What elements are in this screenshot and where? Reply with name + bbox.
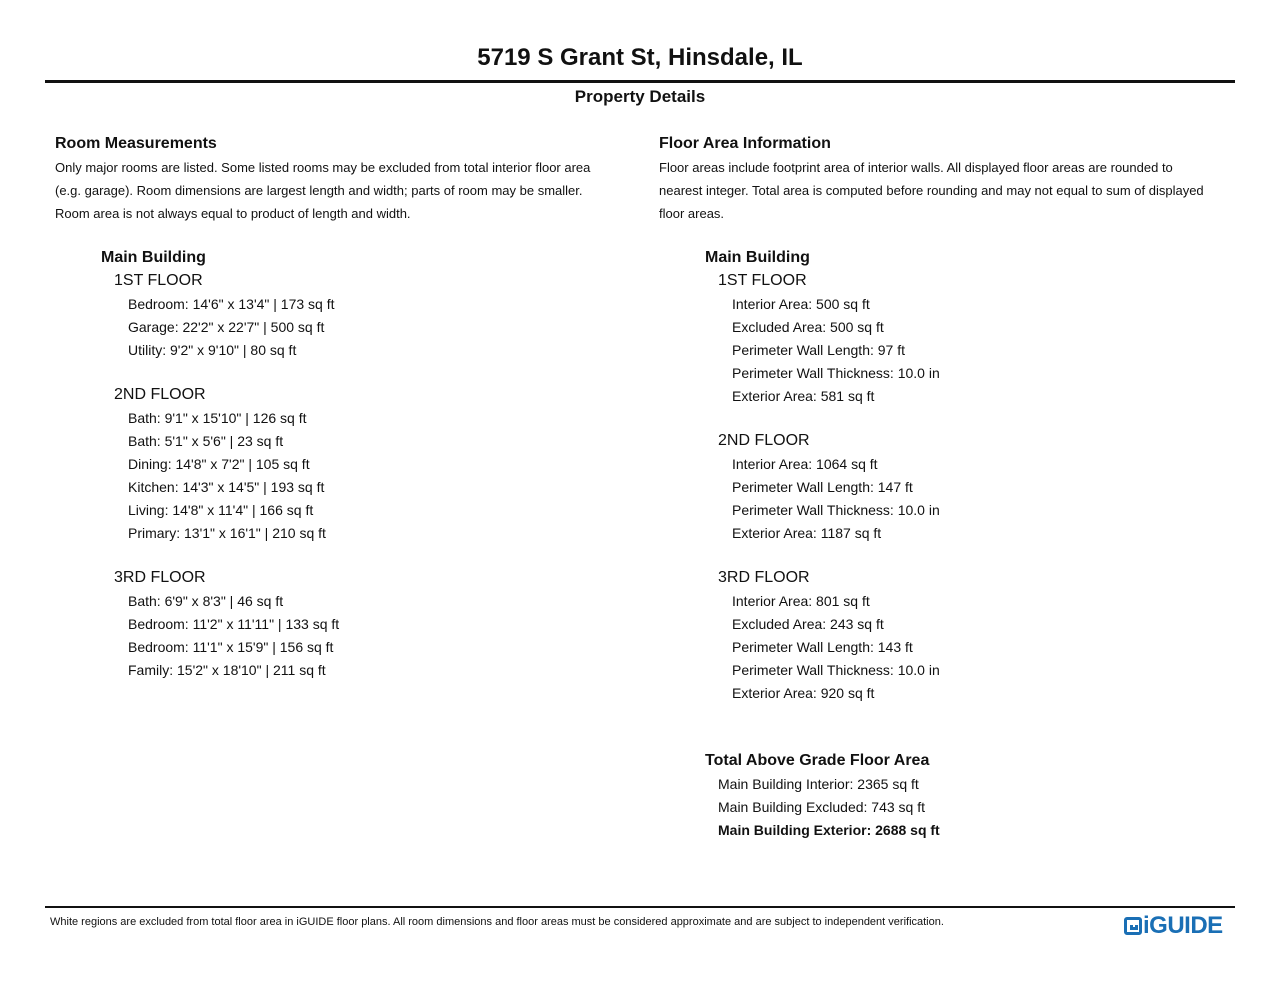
fa-area-item: Exterior Area: 1187 sq ft [732,525,882,541]
total-area-heading: Total Above Grade Floor Area [705,752,930,769]
fa-area-item: Exterior Area: 920 sq ft [732,685,875,701]
floor-area-heading: Floor Area Information [659,135,831,152]
description-line: (e.g. garage). Room dimensions are largest length and width; parts of room may be smaller. [55,183,583,198]
description-line: Floor areas include footprint area of interior walls. All displayed floor areas are rounded to [659,160,1173,175]
iguide-logo-text: iGUIDE [1143,912,1223,939]
fa-area-item: Exterior Area: 581 sq ft [732,388,875,404]
iguide-logo [1124,912,1223,940]
rm-room-item: Garage: 22'2" x 22'7" | 500 sq ft [128,319,325,335]
rm-room-item: Family: 15'2" x 18'10" | 211 sq ft [128,662,326,678]
page-title: 5719 S Grant St, Hinsdale, IL [477,44,803,71]
fa-floor-2-name: 2ND FLOOR [718,432,810,449]
description-line: floor areas. [659,206,725,221]
rm-room-item: Kitchen: 14'3" x 14'5" | 193 sq ft [128,479,325,495]
rm-floor-3-name: 3RD FLOOR [114,569,206,586]
description-line: Only major rooms are listed. Some listed rooms may be excluded from total interior floor area [55,160,591,175]
description-line: nearest integer. Total area is computed before rounding and may not equal to sum of displayed [659,183,1204,198]
total-interior: Main Building Interior: 2365 sq ft [718,776,919,792]
fa-area-item: Perimeter Wall Length: 143 ft [732,639,913,655]
fa-area-item: Excluded Area: 500 sq ft [732,319,884,335]
rm-room-item: Bedroom: 11'2" x 11'11" | 133 sq ft [128,616,340,632]
rm-building-name: Main Building [101,249,206,266]
rm-room-item: Primary: 13'1" x 16'1" | 210 sq ft [128,525,326,541]
fa-area-item: Perimeter Wall Length: 97 ft [732,342,906,358]
description-line: Room area is not always equal to product of length and width. [55,206,411,221]
rm-floor-2-name: 2ND FLOOR [114,386,206,403]
room-measurements-description [55,156,625,225]
fa-area-item: Interior Area: 801 sq ft [732,593,870,609]
header-divider [45,80,1235,83]
rm-room-item: Bath: 5'1" x 5'6" | 23 sq ft [128,433,284,449]
rm-room-item: Bedroom: 14'6" x 13'4" | 173 sq ft [128,296,335,312]
total-exterior: Main Building Exterior: 2688 sq ft [718,822,940,838]
fa-area-item: Excluded Area: 243 sq ft [732,616,884,632]
fa-area-item: Interior Area: 1064 sq ft [732,456,878,472]
rm-room-item: Bath: 6'9" x 8'3" | 46 sq ft [128,593,284,609]
fa-area-item: Perimeter Wall Thickness: 10.0 in [732,502,940,518]
footer-divider [45,906,1235,908]
rm-room-item: Dining: 14'8" x 7'2" | 105 sq ft [128,456,310,472]
rm-room-item: Living: 14'8" x 11'4" | 166 sq ft [128,502,314,518]
floor-area-description [659,156,1249,225]
room-measurements-heading: Room Measurements [55,135,217,152]
rm-room-item: Bath: 9'1" x 15'10" | 126 sq ft [128,410,307,426]
rm-floor-1-name: 1ST FLOOR [114,272,203,289]
fa-area-item: Interior Area: 500 sq ft [732,296,870,312]
footer-note: White regions are excluded from total floor area in iGUIDE floor plans. All room dimensions and floor areas must be considered approximate and are subject to independent verification. [50,916,944,928]
fa-area-item: Perimeter Wall Thickness: 10.0 in [732,662,940,678]
fa-floor-1-name: 1ST FLOOR [718,272,807,289]
rm-room-item: Bedroom: 11'1" x 15'9" | 156 sq ft [128,639,334,655]
fa-area-item: Perimeter Wall Length: 147 ft [732,479,913,495]
iguide-logo-icon [1124,917,1142,935]
rm-room-item: Utility: 9'2" x 9'10" | 80 sq ft [128,342,297,358]
room-measurements-section [55,132,625,225]
fa-area-item: Perimeter Wall Thickness: 10.0 in [732,365,940,381]
fa-building-name: Main Building [705,249,810,266]
page-subtitle: Property Details [574,87,706,106]
fa-floor-3-name: 3RD FLOOR [718,569,810,586]
total-excluded: Main Building Excluded: 743 sq ft [718,799,926,815]
floor-area-section [659,132,1249,225]
